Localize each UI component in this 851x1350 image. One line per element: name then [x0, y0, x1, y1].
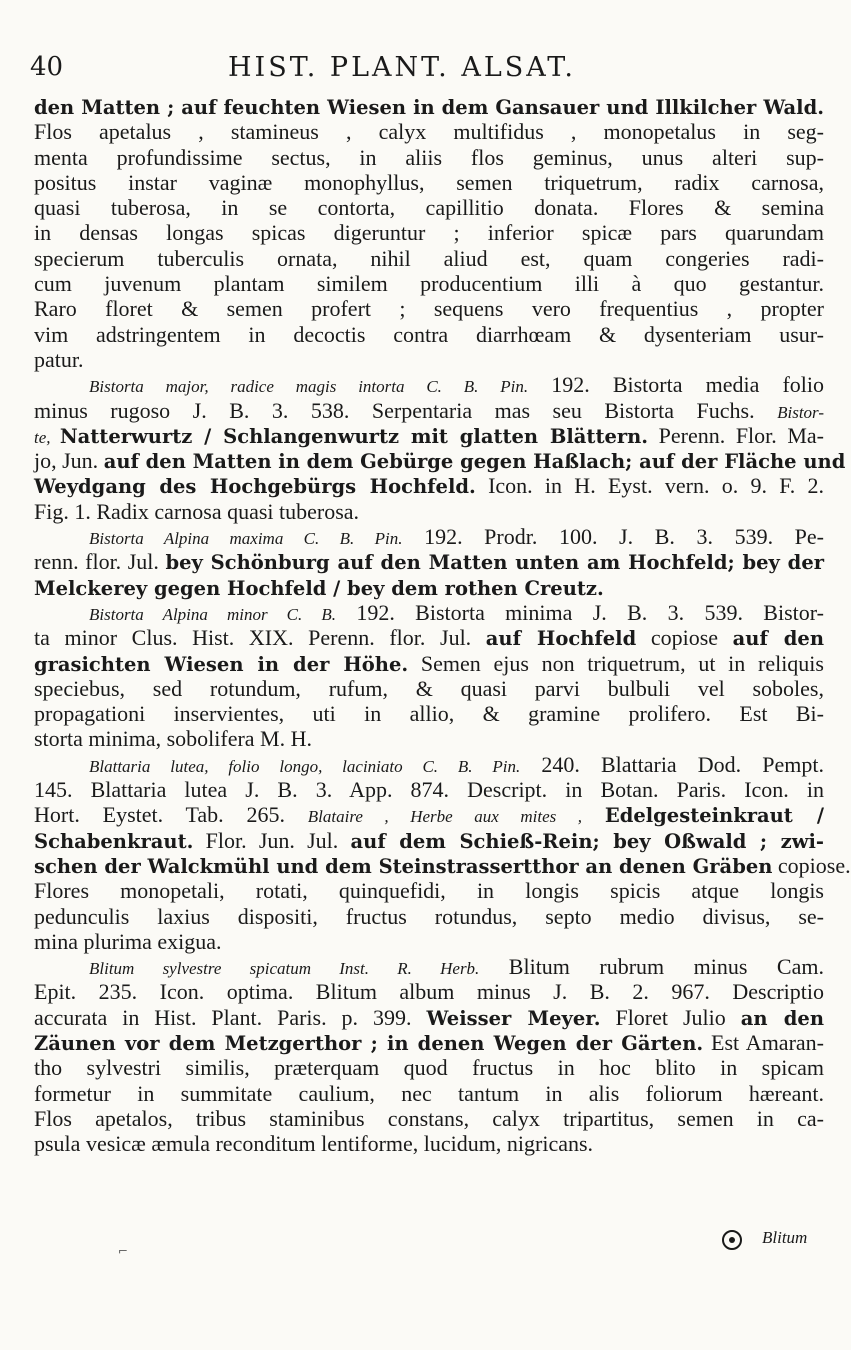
latin-text: propagationi inservientes, uti in allio, & gramine prolifero. Est Bi-	[34, 701, 824, 727]
text-line	[34, 852, 851, 878]
german-text: Edelgesteinkraut /	[604, 804, 825, 828]
text-line	[34, 600, 824, 625]
latin-text: in densas longas spicas digeruntur ; inferior spicæ pars quarundam	[34, 220, 824, 246]
text-line	[34, 651, 824, 676]
text-line	[34, 625, 824, 650]
latin-text: copiose	[636, 625, 733, 651]
latin-text	[582, 802, 605, 827]
text-line	[34, 524, 824, 549]
german-text: auf dem Schieß-Rein; bey Oßwald ; zwi-	[350, 829, 824, 853]
text-line	[34, 1030, 824, 1055]
german-text: schen der Walckmühl und dem Steinstrassertthor an denen Gräben	[34, 854, 773, 878]
latin-text: patur.	[34, 346, 84, 372]
species-name: Bistorta major, radice magis intorta C. B. Pin.	[89, 377, 529, 397]
text-line	[34, 676, 824, 701]
text-line	[34, 979, 824, 1004]
ink-speck: ⌐	[118, 1244, 129, 1258]
text-line	[34, 398, 824, 423]
text-line	[34, 448, 846, 474]
text-line	[34, 296, 824, 321]
species-name: Bistorta Alpina maxima C. B. Pin.	[89, 529, 403, 549]
latin-text: Icon. in H. Eyst. vern. o. 9. F. 2.	[475, 473, 824, 499]
german-text: an den	[740, 1006, 824, 1030]
latin-text: renn. flor. Jul.	[34, 549, 166, 575]
species-name: Blitum sylvestre spicatum Inst. R. Herb.	[89, 959, 480, 979]
latin-text: minus rugoso J. B. 3. 538. Serpentaria mas seu Bistorta Fuchs.	[34, 397, 778, 423]
latin-text: jo, Jun.	[34, 448, 104, 474]
latin-text: formetur in summitate caulium, nec tantum in alis foliorum hæreant.	[34, 1080, 824, 1106]
text-line	[34, 372, 824, 397]
text-line	[34, 322, 824, 347]
latin-text: Raro floret & semen profert ; sequens vero frequentius , propter	[34, 296, 824, 322]
text-line	[34, 878, 824, 903]
text-line	[34, 828, 824, 853]
latin-text: psula vesicæ æmula reconditum lentiforme, lucidum, nigricans.	[34, 1131, 594, 1157]
german-text: Zäunen vor dem Metzgerthor ; in denen Wegen der Gärten.	[34, 1031, 704, 1055]
running-head: HIST. PLANT. ALSAT.	[228, 52, 576, 83]
text-line	[34, 423, 824, 448]
latin-text: tho sylvestri similis, præterquam quod fructus in hoc blito in spicam	[34, 1055, 824, 1081]
text-line	[34, 145, 824, 170]
text-line	[34, 726, 824, 751]
latin-text: Hort. Eystet. Tab. 265.	[34, 802, 308, 828]
page-header	[30, 50, 820, 90]
species-name: te,	[34, 427, 60, 447]
text-line	[34, 1055, 824, 1080]
text-line	[34, 802, 824, 827]
text-line	[34, 119, 824, 144]
latin-text: accurata in Hist. Plant. Paris. p. 399.	[34, 1004, 427, 1030]
catchword: Blitum	[762, 1228, 808, 1247]
latin-text: Flor. Jun. Jul.	[193, 827, 351, 853]
latin-text: Flos apetalus , stamineus , calyx multifidus , monopetalus in seg-	[34, 119, 824, 145]
german-text: Melckerey gegen Hochfeld / bey dem rothen Creutz.	[34, 576, 604, 600]
german-text: Weydgang des Hochgebürgs Hochfeld.	[34, 475, 476, 499]
latin-text: ta minor Clus. Hist. XIX. Perenn. flor. Jul.	[34, 625, 486, 651]
latin-text: specierum tuberculis ornata, nihil aliud est, quam congeries radi-	[34, 245, 824, 271]
text-line	[34, 701, 824, 726]
latin-text: Est Amaran-	[703, 1029, 824, 1055]
text-line	[34, 777, 824, 802]
latin-text: quasi tuberosa, in se contorta, capillitio donata. Flores & semina	[34, 195, 824, 221]
german-text: auf den Matten in dem Gebürge gegen Haßlach; auf der Fläche und	[103, 450, 846, 474]
german-text: Natterwurtz / Schlangenwurtz mit glatten Blättern.	[59, 424, 649, 448]
text-line	[34, 220, 824, 245]
latin-text: speciebus, sed rotundum, rufum, & quasi parvi bulbuli vel soboles,	[34, 675, 824, 701]
species-name: Blataire , Herbe aux mites ,	[307, 807, 583, 827]
latin-text: Perenn. Flor. Ma-	[648, 422, 824, 448]
text-line	[34, 473, 824, 498]
page-footer	[718, 1226, 828, 1256]
german-text: grasichten Wiesen in der Höhe.	[34, 652, 409, 676]
text-line	[34, 246, 824, 271]
latin-text: cum juvenum plantam similem producentium illi à quo gestantur.	[34, 271, 824, 297]
german-text: Weisser Meyer.	[426, 1006, 601, 1030]
latin-text: pedunculis laxius dispositi, fructus rotundus, septo medio divisus, se-	[34, 903, 824, 929]
text-line	[34, 94, 824, 119]
latin-text: mina plurima exigua.	[34, 928, 222, 954]
latin-text: Fig. 1. Radix carnosa quasi tuberosa.	[34, 498, 360, 524]
german-text: auf Hochfeld	[485, 627, 637, 651]
text-line	[34, 549, 824, 574]
latin-text: storta minima, sobolifera M. H.	[34, 726, 313, 752]
german-text: Schabenkraut.	[34, 829, 194, 853]
text-line	[34, 929, 824, 954]
species-name: Bistorta Alpina minor C. B.	[89, 604, 336, 624]
latin-text: 192. Prodr. 100. J. B. 3. 539. Pe-	[402, 524, 824, 550]
text-line	[34, 752, 824, 777]
german-text: bey Schönburg auf den Matten unten am Hochfeld; bey der	[165, 551, 824, 575]
species-name: Bistor-	[777, 402, 824, 422]
text-line	[34, 499, 824, 524]
text-line	[34, 271, 824, 296]
latin-text: vim adstringentem in decoctis contra diarrhœam & dysenteriam usur-	[34, 321, 824, 347]
latin-text: 145. Blattaria lutea J. B. 3. App. 874. Descript. in Botan. Paris. Icon. in	[34, 777, 824, 803]
text-line	[34, 347, 824, 372]
text-line	[34, 1106, 824, 1131]
page-number: 40	[30, 52, 64, 82]
text-line	[34, 904, 824, 929]
latin-text: menta profundissime sectus, in aliis flos geminus, unus alteri sup-	[34, 144, 824, 170]
latin-text: 192. Bistorta media folio	[528, 372, 824, 398]
latin-text: Flores monopetali, rotati, quinquefidi, in longis spicis atque longis	[34, 878, 824, 904]
german-text: den Matten ; auf feuchten Wiesen in dem Gansauer und Illkilcher Wald.	[34, 96, 824, 119]
latin-text: Semen ejus non triquetrum, ut in reliquis	[408, 650, 824, 676]
circle-dot-icon	[722, 1230, 742, 1250]
text-line	[34, 1081, 824, 1106]
german-text: auf den	[732, 627, 824, 651]
text-line	[34, 170, 824, 195]
latin-text: positus instar vaginæ monophyllus, semen triquetrum, radix carnosa,	[34, 169, 824, 195]
latin-text: Floret Julio	[600, 1004, 741, 1030]
body-text	[34, 94, 851, 1157]
text-line	[34, 195, 824, 220]
text-line	[34, 954, 824, 979]
latin-text: Epit. 235. Icon. optima. Blitum album minus J. B. 2. 967. Descriptio	[34, 979, 824, 1005]
species-name: Blattaria lutea, folio longo, laciniato C. B. Pin.	[89, 756, 521, 776]
text-line	[34, 575, 824, 600]
latin-text: Flos apetalos, tribus staminibus constans, calyx tripartitus, semen in ca-	[34, 1105, 824, 1131]
text-line	[34, 1005, 824, 1030]
latin-text: copiose.	[772, 852, 851, 878]
latin-text: 192. Bistorta minima J. B. 3. 539. Bistor-	[336, 599, 824, 625]
text-line	[34, 1131, 824, 1156]
latin-text: Blitum rubrum minus Cam.	[479, 954, 824, 980]
latin-text: 240. Blattaria Dod. Pempt.	[520, 751, 825, 777]
